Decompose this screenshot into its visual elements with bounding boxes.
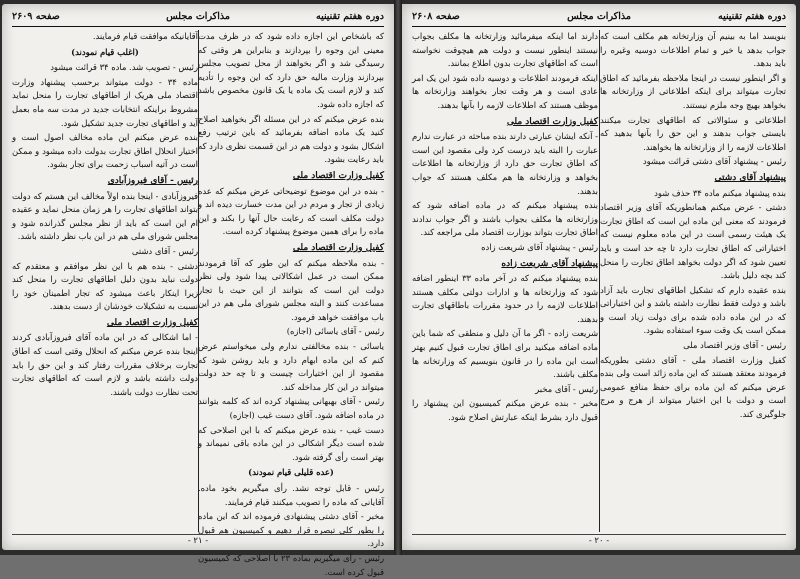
paragraph: که باشخاص این اجازه داده شود که در ظرف مدت معینی این وجوه را بپردازند و بنابراین هر وقتی که رسیدگی شد و اگر بخواهند از محل تصویب مجلس بپردازند وزارت مالیه حق دارد که این وجوه را تأدیه کند و لازم است یک ماده یا یک قانون مخصوص باشد که اجازه داده شود. [198, 31, 384, 109]
stage-note: (اغلب قیام نمودند) [71, 46, 139, 57]
paragraph: رئیس - آقای یاسائی (اجازه) [286, 326, 384, 337]
paragraph: مخبر - بنده عرض میکنم کمیسیون این پیشنهاد را قبول دارد بشرط اینکه عبارتش اصلاح شود. [412, 398, 598, 423]
paragraph: فیروزآبادی - اینجا بنده اولاً مخالف این هستم که دولت بتواند اطاقهای تجارت را هر زمان منحل نماید و عقیده ام این است که باید از نظر مجلس گذرانده شود و مجلس شورای ملی هم در این باب نظر داشته باشد. [12, 190, 198, 242]
left-header-period: دوره هفتم تقنینیه [315, 11, 384, 22]
paragraph: دارند اما اینکه میفرمائید وزارتخانه ها مکلف بجواب نیستند اینطور نیست و دولت هم هیچوقت نخواسته است که اطاقهای تجارت بدون اطلاع بمانند. [412, 31, 598, 69]
right-page [402, 4, 796, 550]
paragraph: شریعت زاده - اگر ما آن دلیل و منطقی که شما باین ماده اضافه میکنید برای اطاق تجارت قبول کنیم بهتر است این ماده را در قانون بنویسیم که وزارتخانه ها مکلف باشند. [412, 328, 598, 380]
stage-note: (عده قلیلی قیام نمودند) [248, 467, 334, 478]
paragraph: رئیس - تصویب شد. ماده ۳۴ قرائت میشود [50, 62, 198, 73]
paragraph: - بنده ملاحظه میکنم که این طور که آقا فرمودند ممکن است در عمل اشکالاتی پیدا شود ولی نظر دولت این است که بتوانند از این حیث با تجار مساعدت کنند و البته مجلس شورای ملی هم در این باب موافقت خواهد فرمود. [198, 257, 384, 322]
left-page [2, 4, 394, 577]
section-heading: کفیل وزارت اقتصاد ملی [292, 170, 384, 181]
left-header-title: مذاکرات مجلس [166, 11, 230, 22]
paragraph: - آنکه ایشان عبارتی دارند بنده مباحثه در عبارت ندارم عبارت را البته باید درست کرد ولی مقصود این است که اطاق تجارت حق دارد از وزارتخانه ها اطلاعات بخواهد و وزارتخانه ها هم مکلف هستند که جواب بدهند. [412, 131, 598, 196]
right-header-period: دوره هفتم تقنینیه [717, 11, 786, 22]
paragraph: رئیس - آقای وزیر اقتصاد ملی [683, 340, 786, 351]
paragraph: دشتی - بنده هم با این نظر موافقم و معتقدم که دولت نباید بدون دلیل اطاقهای تجارت را منحل کند زیرا اینکار باعث میشود که تجار اطمینان خود را نسبت به تشکیلات خودشان از دست بدهند. [12, 260, 198, 312]
paragraph: مخبر - آقای دشتی پیشنهادی فرموده اند که این ماده را بطور کلی تبصره قرار دهیم و کمیسیون هم قبول دارد. [198, 511, 384, 549]
paragraph: اینکه فرمودند اطلاعات و دوسیه داده شود این یک امر عادی است و هر وقت تجار بخواهند وزارتخانه ها موظف هستند که اطلاعات لازمه را بآنها بدهند. [412, 72, 598, 110]
paragraph: رئیس - قابل توجه نشد. رأی میگیریم بخود ماده. آقایانی که ماده را تصویب میکنند قیام فرمایند. [198, 483, 384, 507]
left-page-left-column [12, 30, 198, 532]
paragraph: اطلاعاتی و سئوالاتی که اطاقهای تجارت میکنند بایستی جواب بدهند و این حق را بآنها بدهید که اطلاعات لازمه را از وزارتخانه ها بخواهند. [600, 114, 786, 152]
paragraph: رئیس - آقای دشتی [131, 245, 198, 256]
right-page-columns [412, 30, 786, 532]
book-gutter [394, 0, 402, 555]
paragraph: بنده عرض میکنم که در این مسئله اگر بخواهید اصلاح کنید یک ماده اضافه بفرمائید که باین ترتیب رفع اشکال بشود و دولت هم در این قسمت نظری دارد که باید رعایت بشود. [198, 113, 384, 165]
paragraph: - اما اشکالی که در این ماده آقای فیروزآبادی کردند اینجا بنده عرض میکنم که انحلال وقتی است که اطاق تجارت برخلاف مقررات رفتار کند و این حق را باید دولت داشته باشد و لازم است که اطاقهای تجارت تحت نظارت دولت باشند. [12, 332, 198, 397]
left-page-folio: - ۲۱ - [187, 536, 209, 546]
left-page-header [12, 10, 384, 27]
right-page-folio: - ۲۰ - [588, 536, 610, 546]
paragraph: بنده عرض میکنم این ماده مخالف اصول است و اختیار انحلال اطاق تجارت بدولت داده میشود و ممکن است در آتیه اسباب زحمت برای تجار بشود. [12, 132, 198, 170]
paragraph: ماده ۳۴ - دولت میتواند برحسب پیشنهاد وزارت اقتصاد ملی هریک از اطاقهای تجارت را منحل نماید مشروط براینکه انتخابات جدید در مدت سه ماه بعمل آید و اطاقهای تجارت جدید تشکیل شود. [12, 76, 198, 128]
paragraph: و اگر اینطور نیست در اینجا ملاحظه بفرمائید که اطاق تجارت میتواند برای اینکه اطلاعاتی از وزارتخانه ها بخواهد بهیچ وجه ملزم نیستند. [600, 72, 786, 110]
right-header-title: مذاکرات مجلس [567, 11, 631, 22]
right-header-page-number: صفحه ۲۶۰۸ [412, 11, 460, 22]
paragraph: رئیس - آقای مخبر [535, 383, 598, 394]
left-header-page-number: صفحه ۲۶۰۹ [12, 11, 60, 22]
section-heading: پیشنهاد آقای دشتی [714, 172, 786, 183]
section-heading: رئیس - آقای فیروزآبادی [107, 175, 198, 186]
left-page-footer [12, 534, 384, 547]
paragraph: یاسائی - بنده مخالفتی ندارم ولی میخواستم عرض کنم که این ماده ابهام دارد و باید روشن شود که مقصود از این اختیارات چیست و تا چه حد دولت میتواند در این کار مداخله کند. [198, 341, 384, 392]
right-page-right-column [600, 30, 786, 532]
section-heading: پیشنهاد آقای شریعت زاده [501, 258, 598, 269]
paragraph: بنده پیشنهاد میکنم که در آخر ماده ۳۳ اینطور اضافه شود که وزارتخانه ها و ادارات دولتی مکلف هستند اطلاعات لازمه را در حدود مقررات باطاقهای تجارت بدهند. [412, 273, 599, 324]
paragraph: رئیس - آقای بهبهانی پیشنهاد کرده اند که کلمه بتوانند در ماده اضافه شود. آقای دست غیب (اجازه) [198, 396, 384, 421]
paragraph: دشتی - عرض میکنم همانطوریکه آقای وزیر اقتصاد فرمودند که معنی این ماده این است که اطاق تجارت یک هیئت رسمی است در این ماده معلوم نیست که اختیاراتی که اطاق تجارت دارد تا چه حد است و باید تعیین شود که اگر دولت بخواهد اطاق تجارت را منحل کند بچه دلیل باشد. [600, 202, 786, 281]
paragraph: بنده پیشنهاد میکنم ماده ۳۴ حذف شود [654, 187, 786, 198]
paragraph: رئیس - پیشنهاد آقای دشتی قرائت میشود [642, 156, 786, 167]
section-heading: کفیل وزارت اقتصاد ملی [506, 116, 598, 127]
paragraph: - بنده در این موضوع توضیحاتی عرض میکنم که عده زیادی از تجار و مردم در این مدت خسارت دیده اند و دولت مکلف است که رعایت حال آنها را بکند و این ماده را برای همین موضوع پیشنهاد کرده است. [198, 185, 384, 237]
right-page-header [412, 10, 786, 27]
paragraph: رئیس - پیشنهاد آقای شریعت زاده [481, 241, 598, 252]
column-divider [599, 30, 600, 532]
paragraph: بنده پیشنهاد میکنم که در ماده اضافه شود که وزارتخانه ها مکلف بجواب باشند و اگر جواب ندادند اطاق تجارت بتواند بوزارت اقتصاد ملی مراجعه کند. [412, 200, 598, 238]
section-heading: کفیل وزارت اقتصاد ملی [106, 317, 198, 328]
paragraph: بنده عقیده دارم که تشکیل اطاقهای تجارت باید آزاد باشد و دولت فقط نظارت داشته باشد و این اختیاراتی که در این ماده داده شده برای دولت زیاد است و ممکن است یک وقت سوء استفاده بشود. [600, 284, 786, 336]
column-divider [198, 30, 199, 532]
paragraph: کفیل وزارت اقتصاد ملی - آقای دشتی بطوریکه فرمودند معتقد هستند که این ماده زائد است ولی بنده عرض میکنم که این ماده برای حفظ منافع عمومی است و دولت با این اختیار میتواند از هرج و مرج جلوگیری کند. [600, 354, 786, 420]
paragraph: دست غیب - بنده عرض میکنم که با این اصلاحی که شده است دیگر اشکالی در این ماده باقی نمیماند و بهتر است رأی گرفته شود. [198, 424, 384, 462]
paragraph: رئیس - رأی میگیریم بماده ۲۳ با اصلاحی که کمیسیون قبول کرده است. [198, 552, 384, 577]
section-heading: کفیل وزارت اقتصاد ملی [292, 242, 384, 253]
paragraph: آقایانیکه موافقت قیام فرمایند. [92, 31, 198, 41]
paragraph: بنویسد اما به بینیم آن وزارتخانه هم مکلف است که جواب بدهد یا خیر و تمام اطلاعات دوسیه وغیره را باید بدهد. [600, 31, 786, 69]
right-page-left-column [412, 30, 598, 532]
right-page-footer [412, 534, 786, 547]
